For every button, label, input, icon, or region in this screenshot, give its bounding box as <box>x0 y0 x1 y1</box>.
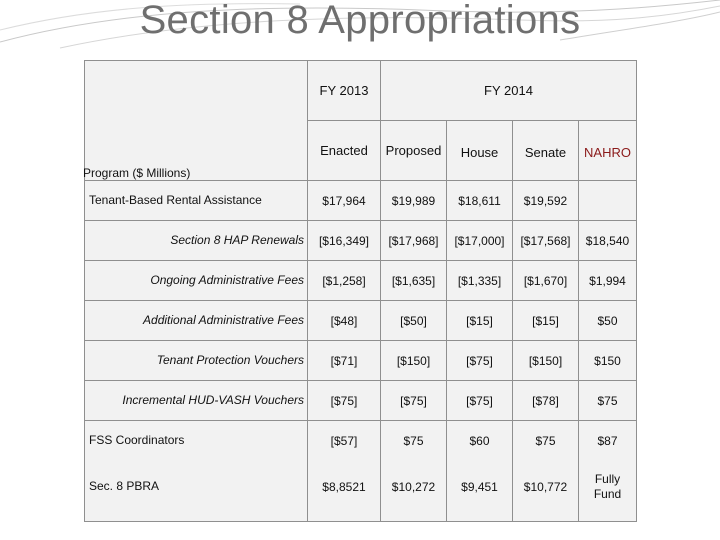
row-label-header: Program ($ Millions) <box>83 166 191 180</box>
row-label-tenant-protection-vouchers: Tenant Protection Vouchers <box>156 353 304 367</box>
table-cell: [$17,568] <box>520 234 571 248</box>
table-cell: $75 <box>597 394 618 408</box>
header-fy2014: FY 2014 <box>484 82 533 98</box>
row-label-tenant-based-rental-assistance: Tenant-Based Rental Assistance <box>89 193 262 207</box>
table-cell: $18,611 <box>458 194 501 208</box>
table-cell: [$57] <box>330 434 358 448</box>
table-cell: $10,272 <box>391 480 436 494</box>
table-cell: [$48] <box>330 314 358 328</box>
table-cell: Fully Fund <box>593 472 622 501</box>
slide-title: Section 8 Appropriations <box>139 0 581 42</box>
table-cell: $1,994 <box>589 274 626 288</box>
table-cell: [$50] <box>400 314 427 328</box>
row-label-ongoing-administrative-fees: Ongoing Administrative Fees <box>150 273 304 287</box>
table-cell: [$75] <box>330 394 358 408</box>
table-cell: $150 <box>594 354 621 368</box>
table-cell: [$150] <box>528 354 563 368</box>
table-cell: [$75] <box>466 394 493 408</box>
col-header-senate: Senate <box>524 144 567 160</box>
col-header-enacted: Enacted <box>320 142 368 158</box>
table-cell: $75 <box>403 434 424 448</box>
table-cell: $75 <box>535 434 556 448</box>
table-cell: $10,772 <box>523 480 568 494</box>
table-cell: [$1,335] <box>457 274 502 288</box>
col-header-house: House <box>460 144 499 160</box>
table-cell: [$78] <box>532 394 559 408</box>
row-label-sec-8-pbra: Sec. 8 PBRA <box>89 479 160 493</box>
table-cell: [$1,635] <box>391 274 436 288</box>
col-header-nahro: NAHRO <box>584 144 631 160</box>
table-cell: [$16,349] <box>318 234 370 248</box>
table-cell: $19,592 <box>523 194 568 208</box>
table-cell: [$17,968] <box>388 234 439 248</box>
table-cell: $60 <box>469 434 490 448</box>
table-cell: [$1,670] <box>523 274 568 288</box>
table-cell: [$1,258] <box>322 274 366 288</box>
table-cell: [$71] <box>330 354 358 368</box>
table-cell: $19,989 <box>391 194 436 208</box>
table-cell: $50 <box>597 314 618 328</box>
table-cell: $87 <box>597 434 618 448</box>
header-fy2013: FY 2013 <box>319 82 369 98</box>
table-cell: [$75] <box>466 354 493 368</box>
table-cell: $8,8521 <box>322 480 366 494</box>
table-cell: $18,540 <box>585 234 630 248</box>
row-label-incremental-hud-vash-vouchers: Incremental HUD-VASH Vouchers <box>122 393 304 407</box>
col-header-proposed: Proposed <box>385 142 442 158</box>
table-cell: [$15] <box>466 314 493 328</box>
table-cell: [$75] <box>400 394 427 408</box>
appropriations-table <box>84 60 637 522</box>
table-cell: $9,451 <box>461 480 498 494</box>
table-cell: $17,964 <box>322 194 366 208</box>
row-label-additional-administrative-fees: Additional Administrative Fees <box>143 313 304 327</box>
table-cell <box>579 181 636 221</box>
table-cell: [$150] <box>396 354 431 368</box>
row-label-fss-coordinators: FSS Coordinators <box>89 433 185 447</box>
table-cell: [$17,000] <box>454 234 505 248</box>
row-label-section-8-hap-renewals: Section 8 HAP Renewals <box>170 233 304 247</box>
table-cell: [$15] <box>532 314 559 328</box>
